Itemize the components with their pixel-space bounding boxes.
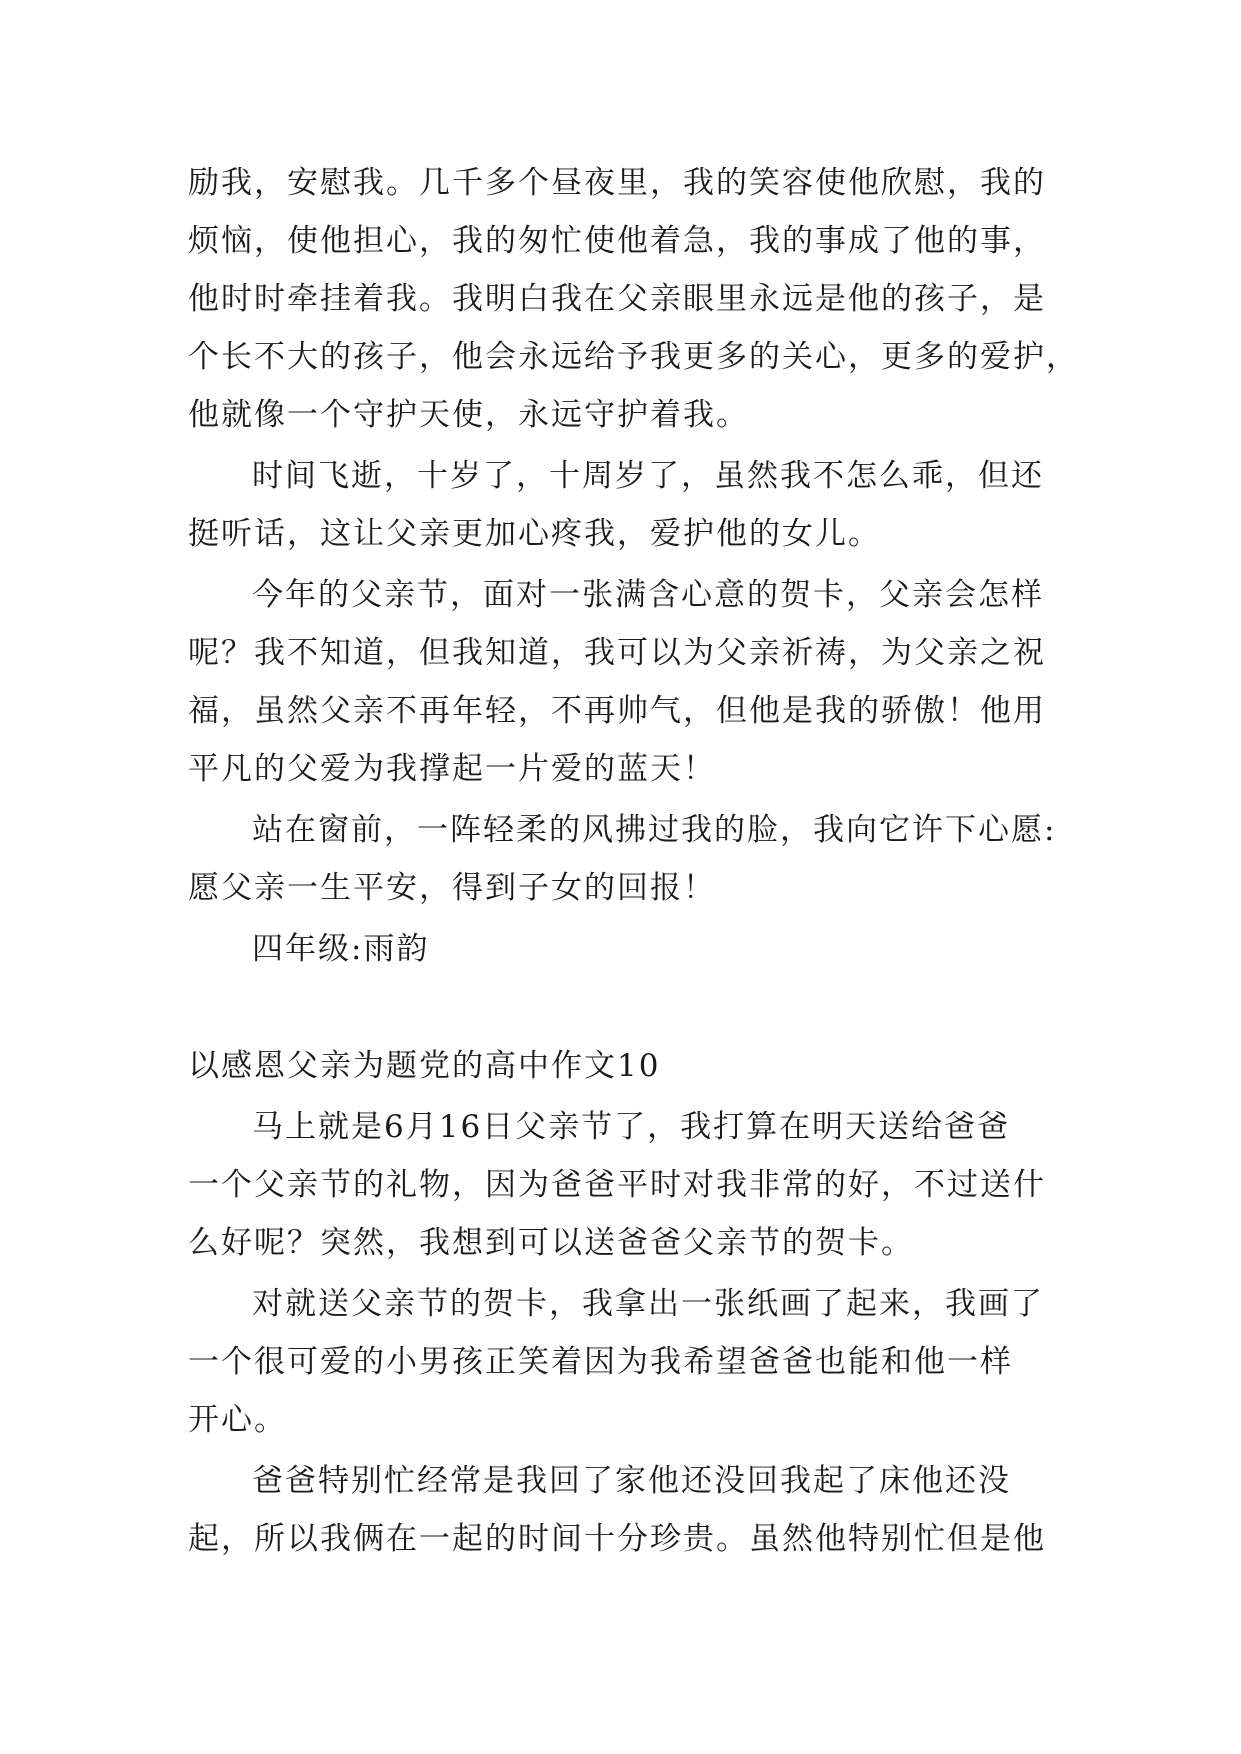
author-signature: 四年级:雨韵: [252, 931, 430, 967]
paragraph-line: 他时时牵挂着我。我明白我在父亲眼里永远是他的孩子，是: [188, 281, 1046, 317]
paragraph-line: 烦恼，使他担心，我的匆忙使他着急，我的事成了他的事，: [188, 223, 1046, 259]
paragraph-line: 他就像一个守护天使，永远守护着我。: [188, 397, 749, 433]
paragraph-line: 励我，安慰我。几千多个昼夜里，我的笑容使他欣慰，我的: [188, 165, 1046, 201]
paragraph-line: 爸爸特别忙经常是我回了家他还没回我起了床他还没: [252, 1463, 1011, 1499]
paragraph-line: 愿父亲一生平安，得到子女的回报！: [188, 870, 716, 906]
paragraph-line: 福，虽然父亲不再年轻，不再帅气，但他是我的骄傲！他用: [188, 693, 1046, 729]
paragraph-line: 平凡的父爱为我撑起一片爱的蓝天！: [188, 751, 716, 787]
paragraph-line: 开心。: [188, 1402, 287, 1438]
paragraph-line: 一个很可爱的小男孩正笑着因为我希望爸爸也能和他一样: [188, 1344, 1013, 1380]
paragraph-line: 一个父亲节的礼物，因为爸爸平时对我非常的好，不过送什: [188, 1167, 1046, 1203]
paragraph-line: 挺听话，这让父亲更加心疼我，爱护他的女儿。: [188, 516, 881, 552]
paragraph-line: 站在窗前，一阵轻柔的风拂过我的脸，我向它许下心愿:: [252, 812, 1057, 848]
paragraph-line: 个长不大的孩子，他会永远给予我更多的关心，更多的爱护，: [188, 339, 1079, 375]
paragraph-line: 呢？我不知道，但我知道，我可以为父亲祈祷，为父亲之祝: [188, 635, 1046, 671]
paragraph-line: 对就送父亲节的贺卡，我拿出一张纸画了起来，我画了: [252, 1286, 1044, 1322]
essay-title: 以感恩父亲为题党的高中作文10: [188, 1048, 661, 1084]
paragraph-line: 么好呢？突然，我想到可以送爸爸父亲节的贺卡。: [188, 1225, 914, 1261]
paragraph-line: 起，所以我俩在一起的时间十分珍贵。虽然他特别忙但是他: [188, 1521, 1046, 1557]
paragraph-line: 今年的父亲节，面对一张满含心意的贺卡，父亲会怎样: [252, 577, 1044, 613]
paragraph-line: 时间飞逝，十岁了，十周岁了，虽然我不怎么乖，但还: [252, 458, 1044, 494]
paragraph-line: 马上就是6月16日父亲节了，我打算在明天送给爸爸: [252, 1109, 1011, 1145]
